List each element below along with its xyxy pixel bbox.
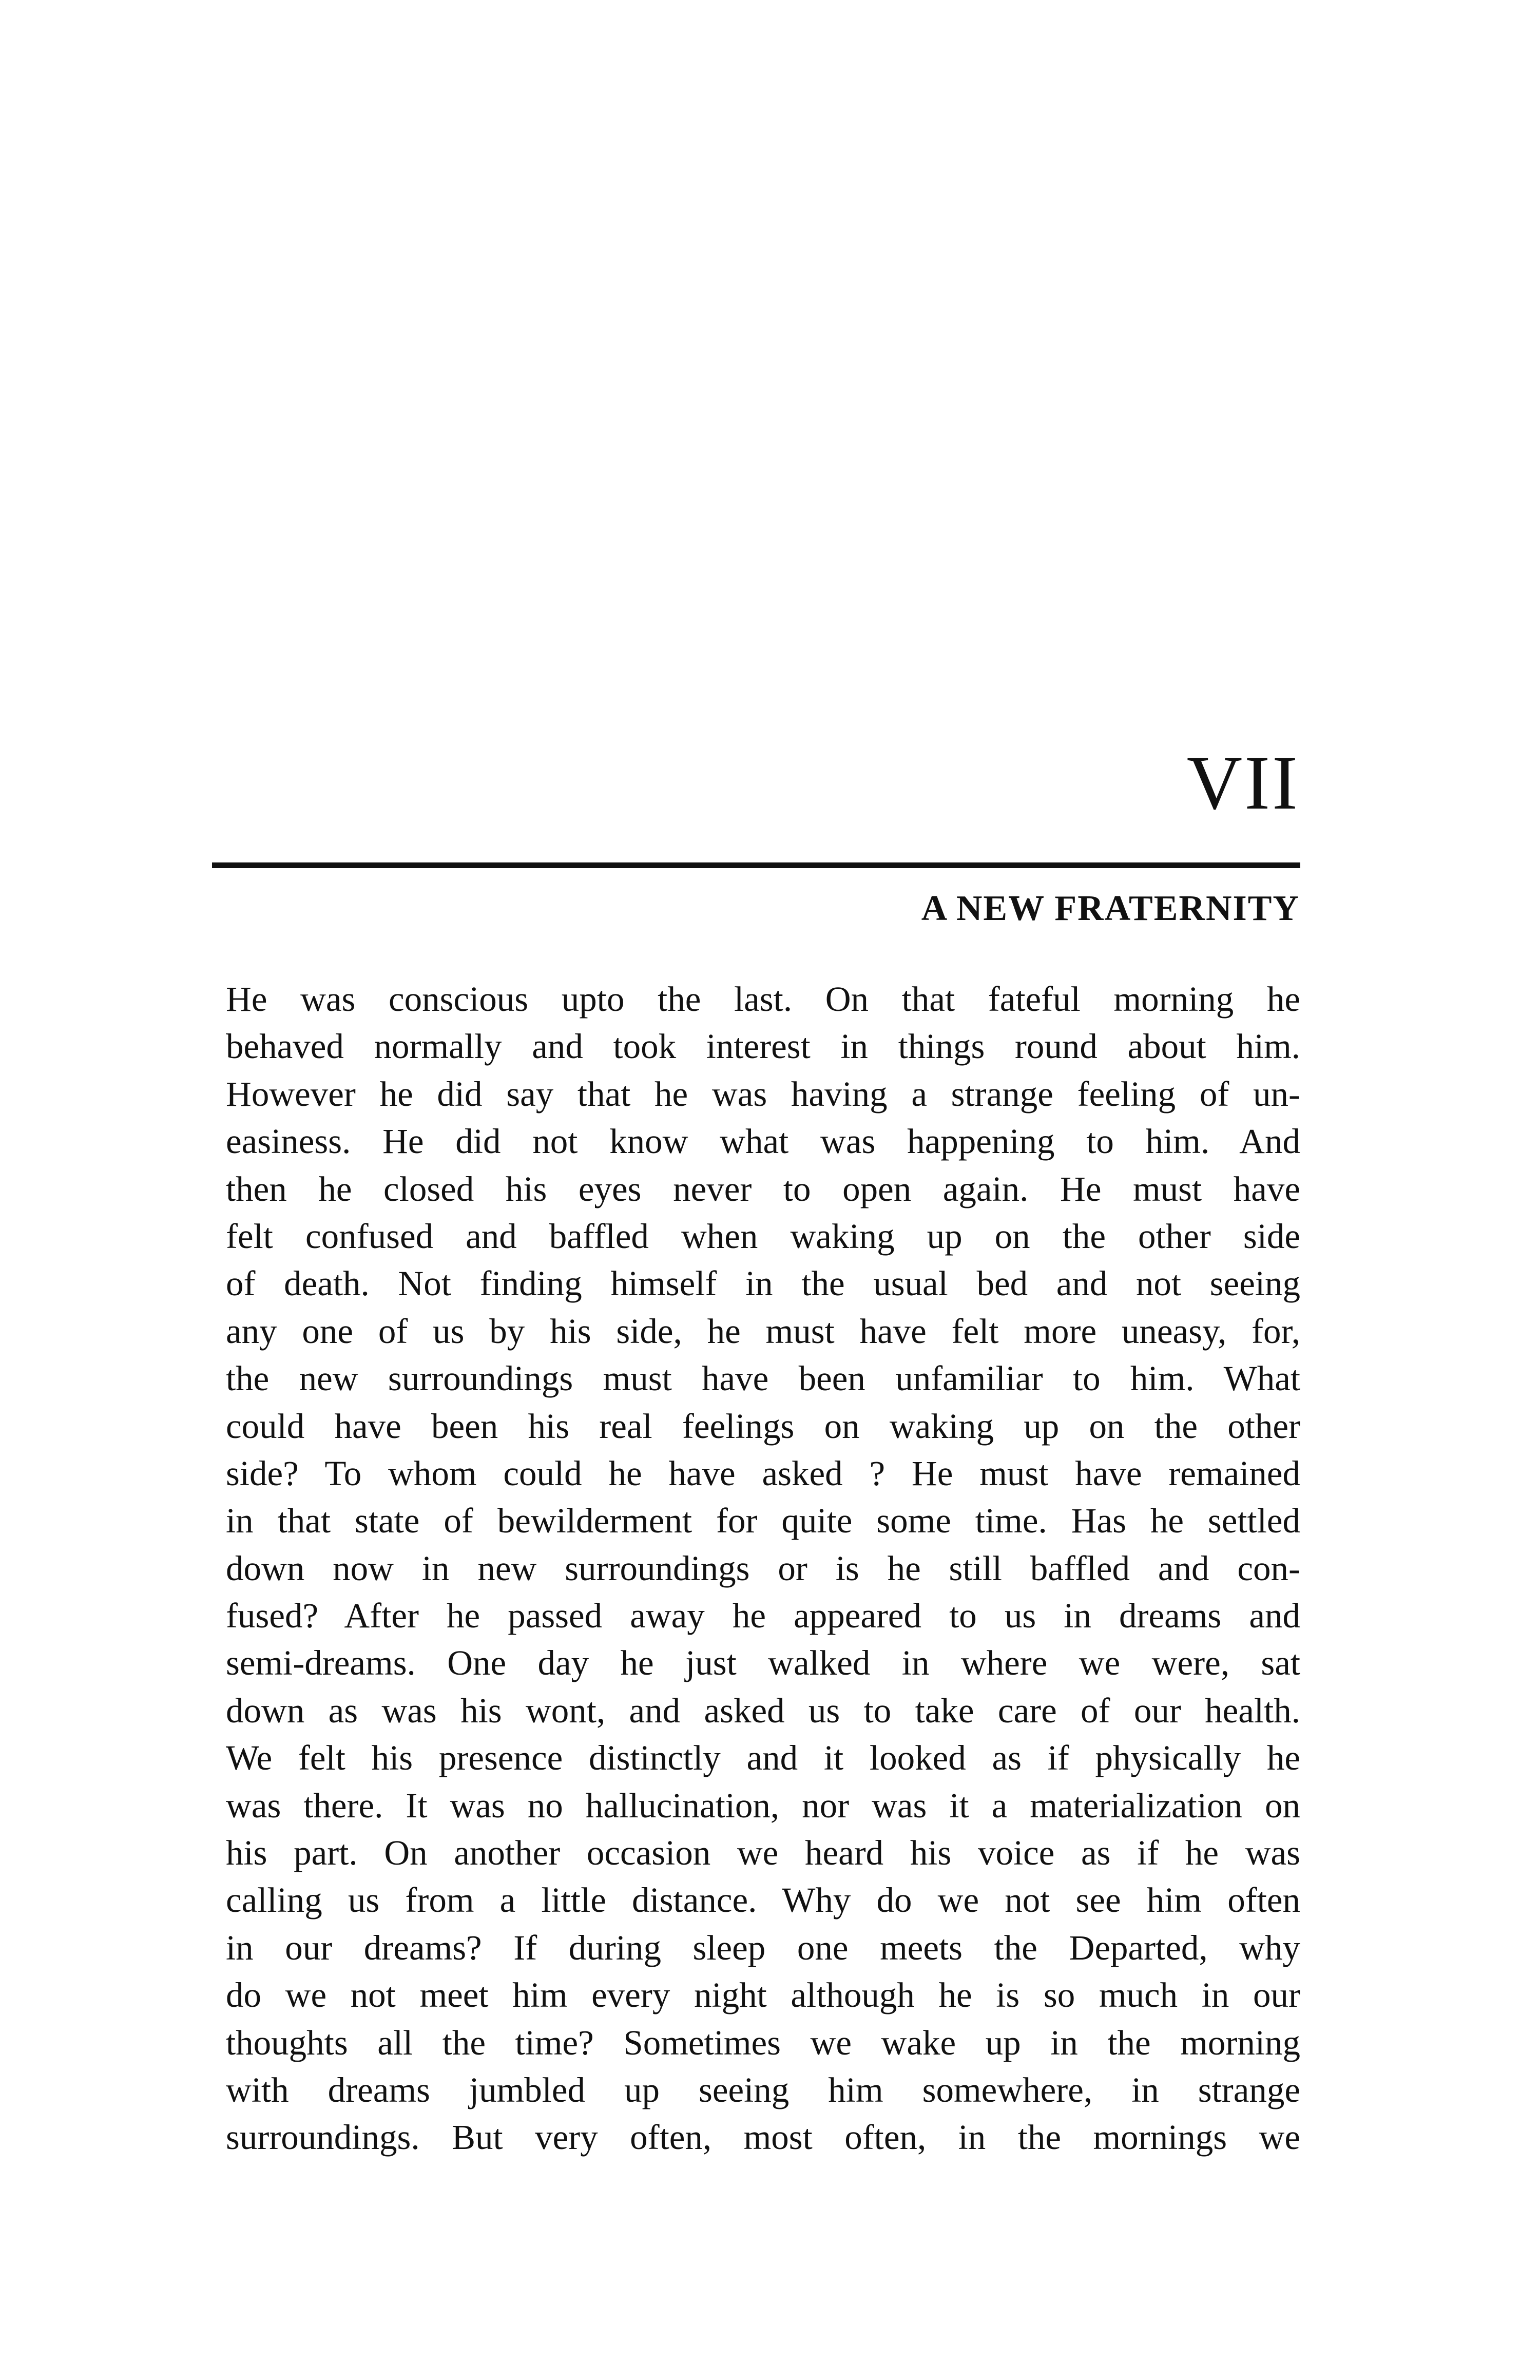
text-line: do we not meet him every night although he is so much in our bbox=[226, 1975, 1300, 2015]
text-line: side? To whom could he have asked ? He must have remained bbox=[226, 1453, 1300, 1493]
text-line: thoughts all the time? Sometimes we wake up in the morning bbox=[226, 2023, 1300, 2062]
text-line: behaved normally and took interest in things round about him. bbox=[226, 1027, 1300, 1066]
text-line: then he closed his eyes never to open again. He must have bbox=[226, 1169, 1300, 1208]
text-line: his part. On another occasion we heard his voice as if he was bbox=[226, 1833, 1300, 1873]
text-line: down as was his wont, and asked us to take care of our health. bbox=[226, 1691, 1300, 1730]
chapter-title: A NEW FRATERNITY bbox=[921, 889, 1300, 928]
text-line: could have been his real feelings on waking up on the other bbox=[226, 1406, 1300, 1446]
text-line: fused? After he passed away he appeared to us in dreams and bbox=[226, 1596, 1300, 1636]
text-line: with dreams jumbled up seeing him somewhere, in strange bbox=[226, 2070, 1300, 2109]
chapter-number: VII bbox=[1186, 740, 1300, 826]
text-line: any one of us by his side, he must have felt more uneasy, for, bbox=[226, 1311, 1300, 1351]
text-line: semi-dreams. One day he just walked in where we were, sat bbox=[226, 1643, 1300, 1683]
text-line: in our dreams? If during sleep one meets the Departed, why bbox=[226, 1928, 1300, 1967]
text-line: of death. Not finding himself in the usual bed and not seeing bbox=[226, 1264, 1300, 1303]
text-line: We felt his presence distinctly and it looked as if physically he bbox=[226, 1738, 1300, 1778]
text-line: was there. It was no hallucination, nor was it a materialization on bbox=[226, 1786, 1300, 1825]
text-line: He was conscious upto the last. On that fateful morning he bbox=[226, 980, 1300, 1019]
text-line: However he did say that he was having a strange feeling of un- bbox=[226, 1074, 1300, 1114]
text-line: surroundings. But very often, most often, in the mornings we bbox=[226, 2118, 1300, 2157]
text-line: in that state of bewilderment for quite some time. Has he settled bbox=[226, 1501, 1300, 1541]
text-line: felt confused and baffled when waking up on the other side bbox=[226, 1216, 1300, 1256]
text-line: calling us from a little distance. Why do we not see him often bbox=[226, 1880, 1300, 1920]
text-line: easiness. He did not know what was happening to him. And bbox=[226, 1122, 1300, 1161]
text-line: down now in new surroundings or is he still baffled and con- bbox=[226, 1548, 1300, 1588]
text-line: the new surroundings must have been unfamiliar to him. What bbox=[226, 1359, 1300, 1398]
body-text bbox=[226, 975, 1300, 2161]
chapter-rule bbox=[212, 862, 1300, 868]
